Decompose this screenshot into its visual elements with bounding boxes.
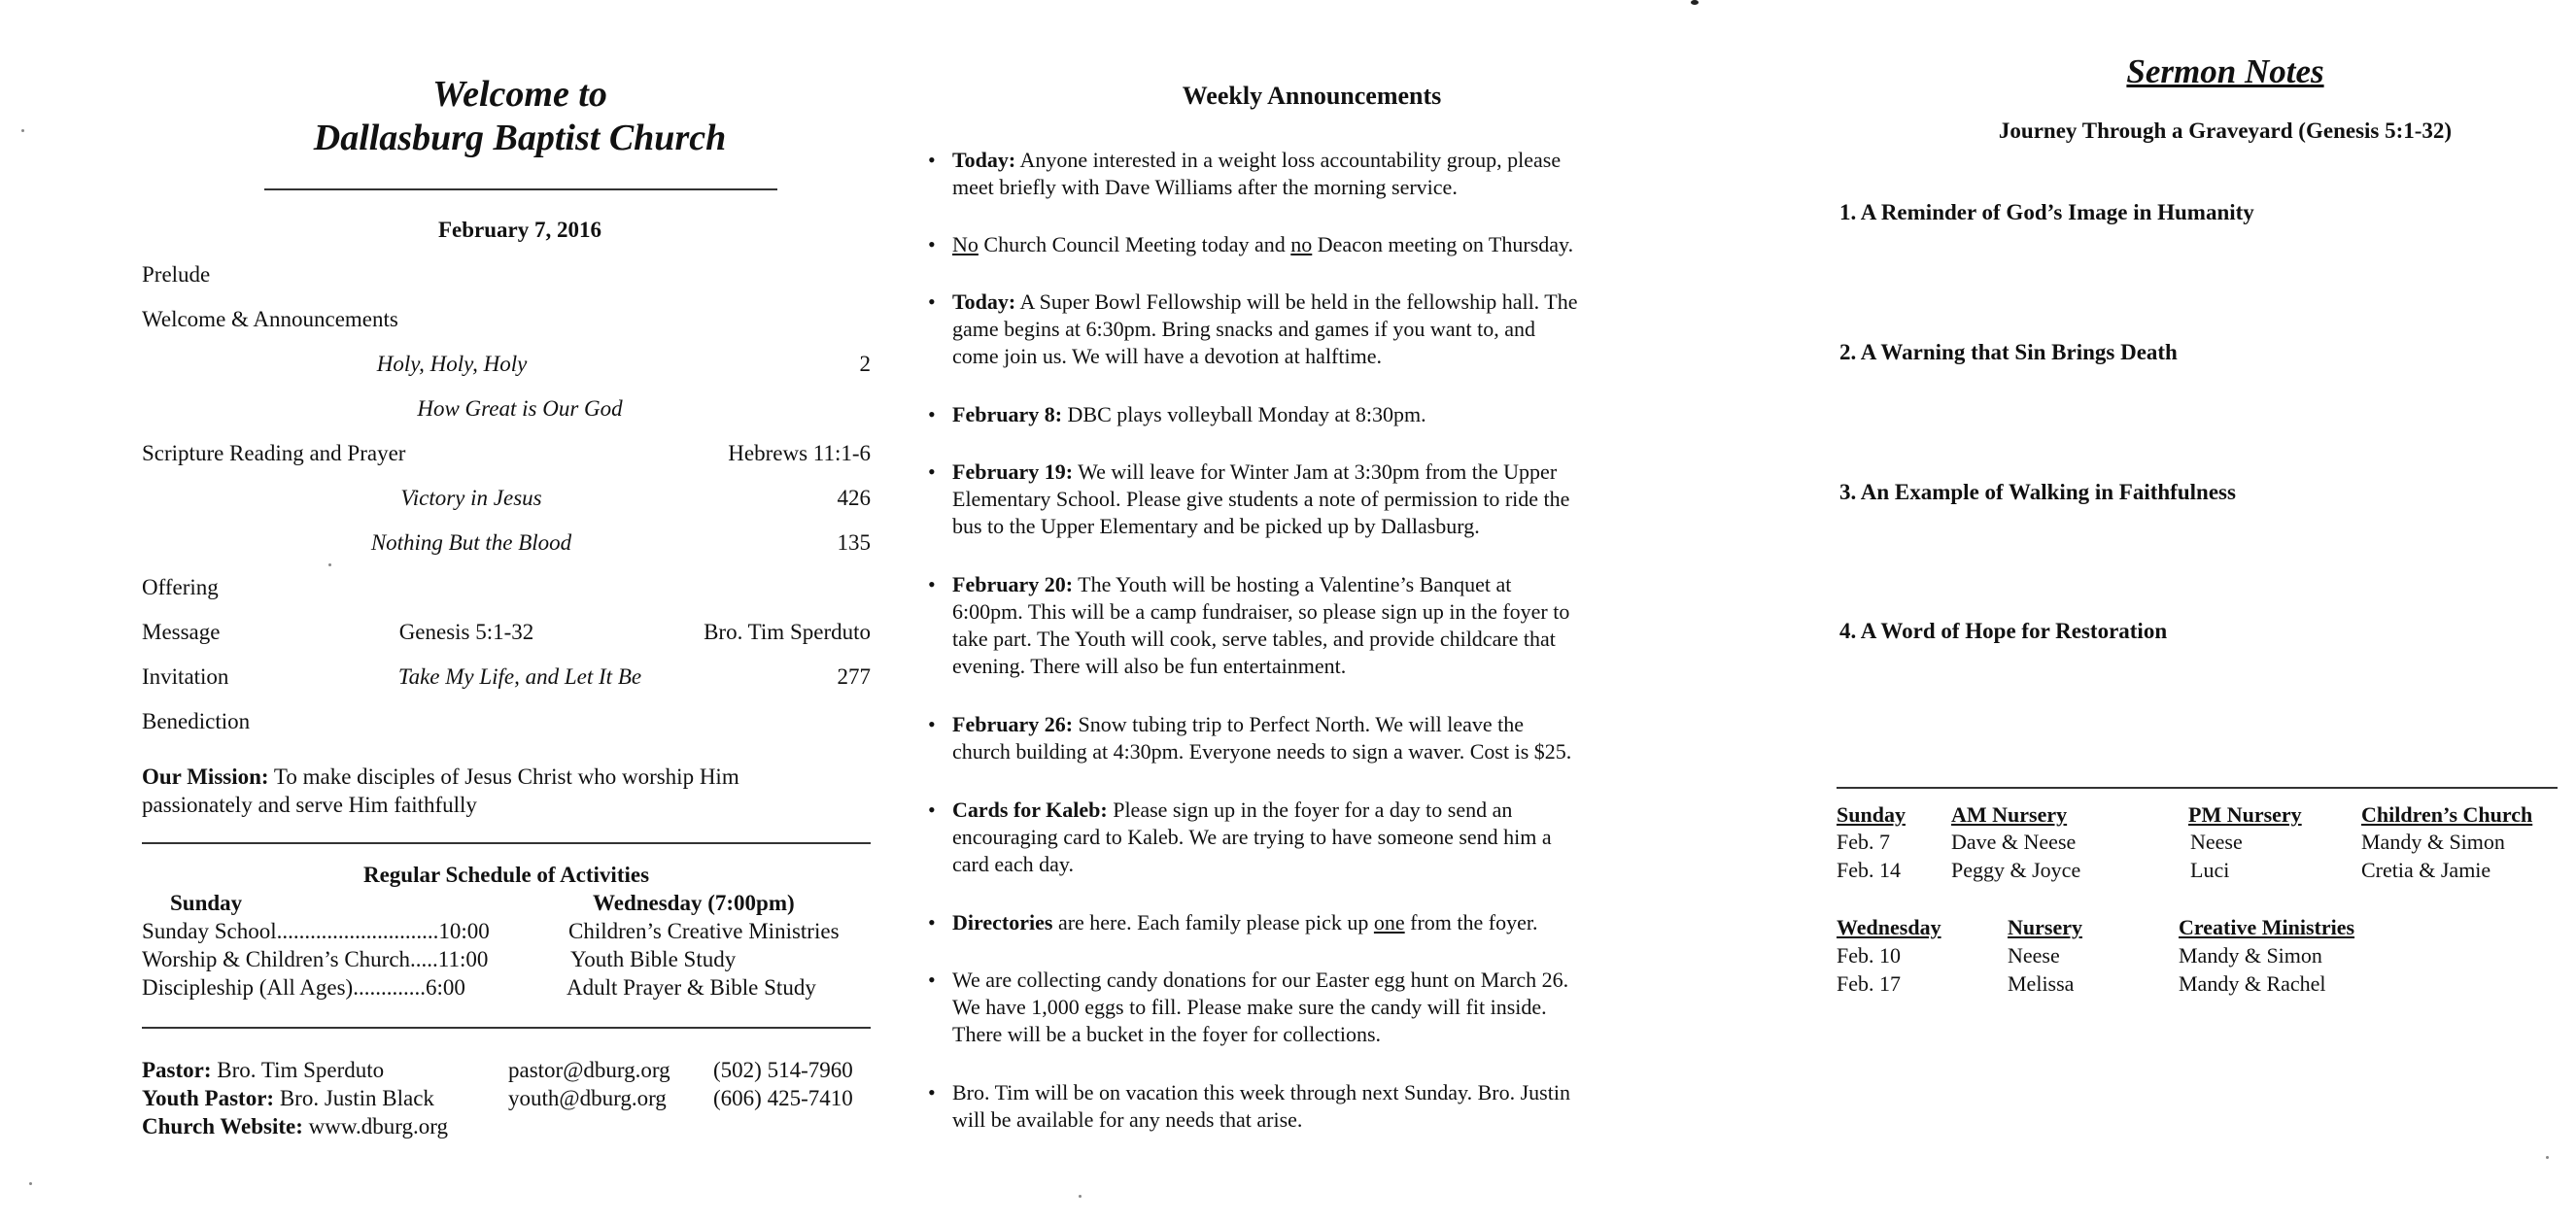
schedule-bottom-rule — [142, 1027, 871, 1029]
welcome-announcements-item: Welcome & Announcements — [142, 307, 398, 331]
table-cell: Peggy & Joyce — [1951, 858, 2081, 882]
sermon-point: 3. An Example of Walking in Faithfulness — [1839, 480, 2236, 504]
hymn-number: 135 — [837, 530, 871, 555]
announcement-text: meet briefly with Dave Williams after the morning service. — [952, 175, 1458, 199]
mission-text-continued: passionately and serve Him faithfully — [142, 793, 477, 817]
announcement-text: are here. Each family please pick up — [1052, 910, 1374, 934]
volunteer-table-rule — [1837, 787, 2558, 789]
table-cell: Mandy & Simon — [2179, 943, 2322, 968]
sermon-point: 1. A Reminder of God’s Image in Humanity — [1839, 200, 2254, 224]
announcement-text: bus to the Upper Elementary and be picked up by Dallasburg. — [952, 514, 1480, 538]
hymn-number: 277 — [837, 664, 871, 689]
table-header: Wednesday — [1837, 915, 1941, 939]
offering-item: Offering — [142, 575, 219, 599]
announcement-lead: Cards for Kaleb: — [952, 798, 1108, 822]
schedule-top-rule — [142, 842, 871, 844]
scan-speck — [21, 129, 24, 132]
table-cell: Dave & Neese — [1951, 830, 2077, 854]
table-cell: Feb. 10 — [1837, 943, 1901, 968]
invitation-hymn: Take My Life, and Let It Be — [397, 664, 642, 689]
scan-speck — [328, 563, 331, 566]
website-url: www.dburg.org — [302, 1114, 448, 1138]
youth-pastor-contact — [142, 1085, 434, 1112]
hymn-number: 2 — [859, 352, 871, 376]
announcement-emphasis: no — [1290, 232, 1313, 256]
announcement-text: Please sign up in the foyer for a day to send an — [1107, 798, 1513, 822]
schedule-sunday-item: Worship & Children’s Church.....11:00 — [142, 947, 489, 971]
table-cell: Cretia & Jamie — [2361, 858, 2491, 882]
scan-speck — [2546, 1156, 2549, 1159]
prelude-item: Prelude — [142, 262, 211, 287]
announcement-lead: Directories — [952, 910, 1053, 934]
youth-phone: (606) 425-7410 — [713, 1086, 853, 1110]
schedule-wednesday-item: Adult Prayer & Bible Study — [567, 975, 816, 1000]
announcement-text: game begins at 6:30pm. Bring snacks and games if you want to, and — [952, 317, 1535, 341]
schedule-wednesday-item: Children’s Creative Ministries — [568, 919, 840, 943]
hymn-how-great: How Great is Our God — [417, 396, 623, 421]
bullet-icon: • — [928, 712, 936, 736]
bullet-icon: • — [928, 289, 936, 314]
table-cell: Neese — [2190, 830, 2243, 854]
scan-speck — [1691, 0, 1699, 5]
message-reference: Genesis 5:1-32 — [398, 620, 534, 644]
youth-pastor-name: Bro. Justin Black — [274, 1086, 434, 1110]
announcement-text: encouraging card to Kaleb. We are trying to have someone send him a — [952, 825, 1552, 849]
mission-text: To make disciples of Jesus Christ who worship Him — [268, 764, 739, 789]
announcement-text: Church Council Meeting today and — [978, 232, 1291, 256]
welcome-title-line1: Welcome to — [432, 74, 607, 115]
announcement-text: There will be a bucket in the foyer for collections. — [952, 1022, 1382, 1046]
benediction-item: Benediction — [142, 709, 251, 733]
announcement-lead: February 20: — [952, 572, 1074, 596]
message-item: Message — [142, 620, 221, 644]
schedule-wednesday-item: Youth Bible Study — [570, 947, 737, 971]
table-header: Nursery — [2008, 915, 2082, 939]
announcement-lead: February 8: — [952, 402, 1063, 426]
pastor-label: Pastor: — [142, 1058, 212, 1082]
hymn-number: 426 — [837, 486, 871, 510]
announcement-item — [952, 459, 1691, 540]
pastor-name: Bro. Tim Sperduto — [211, 1058, 385, 1082]
church-website — [142, 1113, 448, 1140]
schedule-wednesday-header: Wednesday (7:00pm) — [593, 891, 795, 915]
schedule-sunday-item: Discipleship (All Ages).............6:00 — [142, 975, 465, 1000]
table-header: PM Nursery — [2188, 802, 2302, 827]
invitation-item: Invitation — [142, 664, 229, 689]
announcement-lead: February 26: — [952, 712, 1074, 736]
sermon-subtitle: Journey Through a Graveyard (Genesis 5:1-32) — [1998, 119, 2453, 143]
announcement-text: The Youth will be hosting a Valentine’s Banquet at — [1073, 572, 1512, 596]
table-header: Creative Ministries — [2179, 915, 2355, 939]
announcement-text: Anyone interested in a weight loss accountability group, please — [1015, 148, 1562, 172]
hymn-nothing-but-the-blood: Nothing But the Blood — [370, 530, 572, 555]
table-cell: Mandy & Rachel — [2179, 971, 2326, 996]
announcement-text: church building at 4:30pm. Everyone needs to sign a waver. Cost is $25. — [952, 739, 1572, 764]
title-divider — [264, 188, 777, 190]
bullet-icon: • — [928, 968, 936, 992]
pastor-email: pastor@dburg.org — [508, 1058, 670, 1082]
announcement-text: Elementary School. Please give students a note of permission to ride the — [952, 487, 1570, 511]
hymn-holy-holy-holy: Holy, Holy, Holy — [376, 352, 528, 376]
bullet-icon: • — [928, 402, 936, 426]
table-cell: Feb. 7 — [1837, 830, 1890, 854]
announcement-text: take part. The Youth will cook, serve tables, and provide childcare that — [952, 627, 1556, 651]
table-cell: Feb. 14 — [1837, 858, 1901, 882]
message-speaker: Bro. Tim Sperduto — [704, 620, 871, 644]
announcement-text: card each day. — [952, 852, 1074, 876]
announcement-item — [952, 401, 1691, 428]
sermon-point: 4. A Word of Hope for Restoration — [1839, 619, 2168, 643]
announcement-text: evening. There will also be fun entertainment. — [952, 654, 1347, 678]
youth-pastor-label: Youth Pastor: — [142, 1086, 275, 1110]
announcement-text: from the foyer. — [1404, 910, 1538, 934]
bullet-icon: • — [928, 572, 936, 596]
hymn-victory-in-jesus: Victory in Jesus — [400, 486, 542, 510]
mission-statement — [142, 764, 739, 791]
announcement-text: will be available for any needs that arise. — [952, 1107, 1303, 1132]
bullet-icon: • — [928, 798, 936, 822]
table-cell: Mandy & Simon — [2361, 830, 2505, 854]
announcement-item — [952, 231, 1691, 258]
announcement-text: 6:00pm. This will be a camp fundraiser, so please sign up in the foyer to — [952, 599, 1570, 624]
table-cell: Luci — [2190, 858, 2230, 882]
mission-label: Our Mission: — [142, 764, 269, 789]
scripture-reference: Hebrews 11:1-6 — [728, 441, 871, 465]
announcement-text: We will leave for Winter Jam at 3:30pm from the Upper — [1073, 459, 1558, 484]
schedule-sunday-header: Sunday — [170, 891, 243, 915]
youth-email: youth@dburg.org — [508, 1086, 667, 1110]
announcement-item — [952, 797, 1691, 878]
pastor-phone: (502) 514-7960 — [713, 1058, 853, 1082]
announcement-item — [952, 967, 1691, 1048]
announcement-text: Snow tubing trip to Perfect North. We will leave the — [1073, 712, 1525, 736]
announcements-title: Weekly Announcements — [1182, 82, 1442, 110]
announcement-emphasis: one — [1373, 910, 1405, 934]
sermon-notes-title: Sermon Notes — [2126, 52, 2324, 90]
bullet-icon: • — [928, 232, 936, 256]
announcement-text: Bro. Tim will be on vacation this week through next Sunday. Bro. Justin — [952, 1080, 1570, 1104]
announcement-item — [952, 289, 1691, 370]
announcement-item — [952, 909, 1691, 936]
table-header: Children’s Church — [2361, 802, 2533, 827]
announcement-item — [952, 147, 1691, 201]
bullet-icon: • — [928, 1080, 936, 1104]
table-cell: Melissa — [2008, 971, 2075, 996]
announcement-text: DBC plays volleyball Monday at 8:30pm. — [1062, 402, 1426, 426]
bullet-icon: • — [928, 148, 936, 172]
table-cell: Neese — [2008, 943, 2060, 968]
scan-speck — [1079, 1195, 1082, 1198]
bullet-icon: • — [928, 910, 936, 934]
announcement-item — [952, 571, 1691, 680]
announcement-lead: Today: — [952, 289, 1016, 314]
service-date: February 7, 2016 — [437, 218, 601, 242]
announcement-lead: February 19: — [952, 459, 1074, 484]
announcement-text: We have 1,000 eggs to fill. Please make sure the candy will fit inside. — [952, 995, 1547, 1019]
announcement-lead: Today: — [952, 148, 1016, 172]
schedule-sunday-item: Sunday School.............................10:00 — [142, 919, 490, 943]
announcement-item — [952, 1079, 1691, 1134]
scan-speck — [29, 1182, 32, 1185]
sermon-point: 2. A Warning that Sin Brings Death — [1839, 340, 2178, 364]
announcement-text: A Super Bowl Fellowship will be held in the fellowship hall. The — [1015, 289, 1578, 314]
announcement-text: We are collecting candy donations for our Easter egg hunt on March 26. — [952, 968, 1569, 992]
announcement-emphasis: No — [952, 232, 979, 256]
website-label: Church Website: — [142, 1114, 303, 1138]
announcement-text: Deacon meeting on Thursday. — [1312, 232, 1574, 256]
table-header: AM Nursery — [1951, 802, 2068, 827]
announcement-text: come join us. We will have a devotion at halftime. — [952, 344, 1382, 368]
pastor-contact — [142, 1057, 384, 1084]
scripture-reading-item: Scripture Reading and Prayer — [142, 441, 406, 465]
bullet-icon: • — [928, 459, 936, 484]
announcement-item — [952, 711, 1691, 765]
table-cell: Feb. 17 — [1837, 971, 1901, 996]
table-header: Sunday — [1837, 802, 1906, 827]
welcome-title-line2: Dallasburg Baptist Church — [313, 118, 727, 158]
schedule-title: Regular Schedule of Activities — [362, 863, 650, 887]
